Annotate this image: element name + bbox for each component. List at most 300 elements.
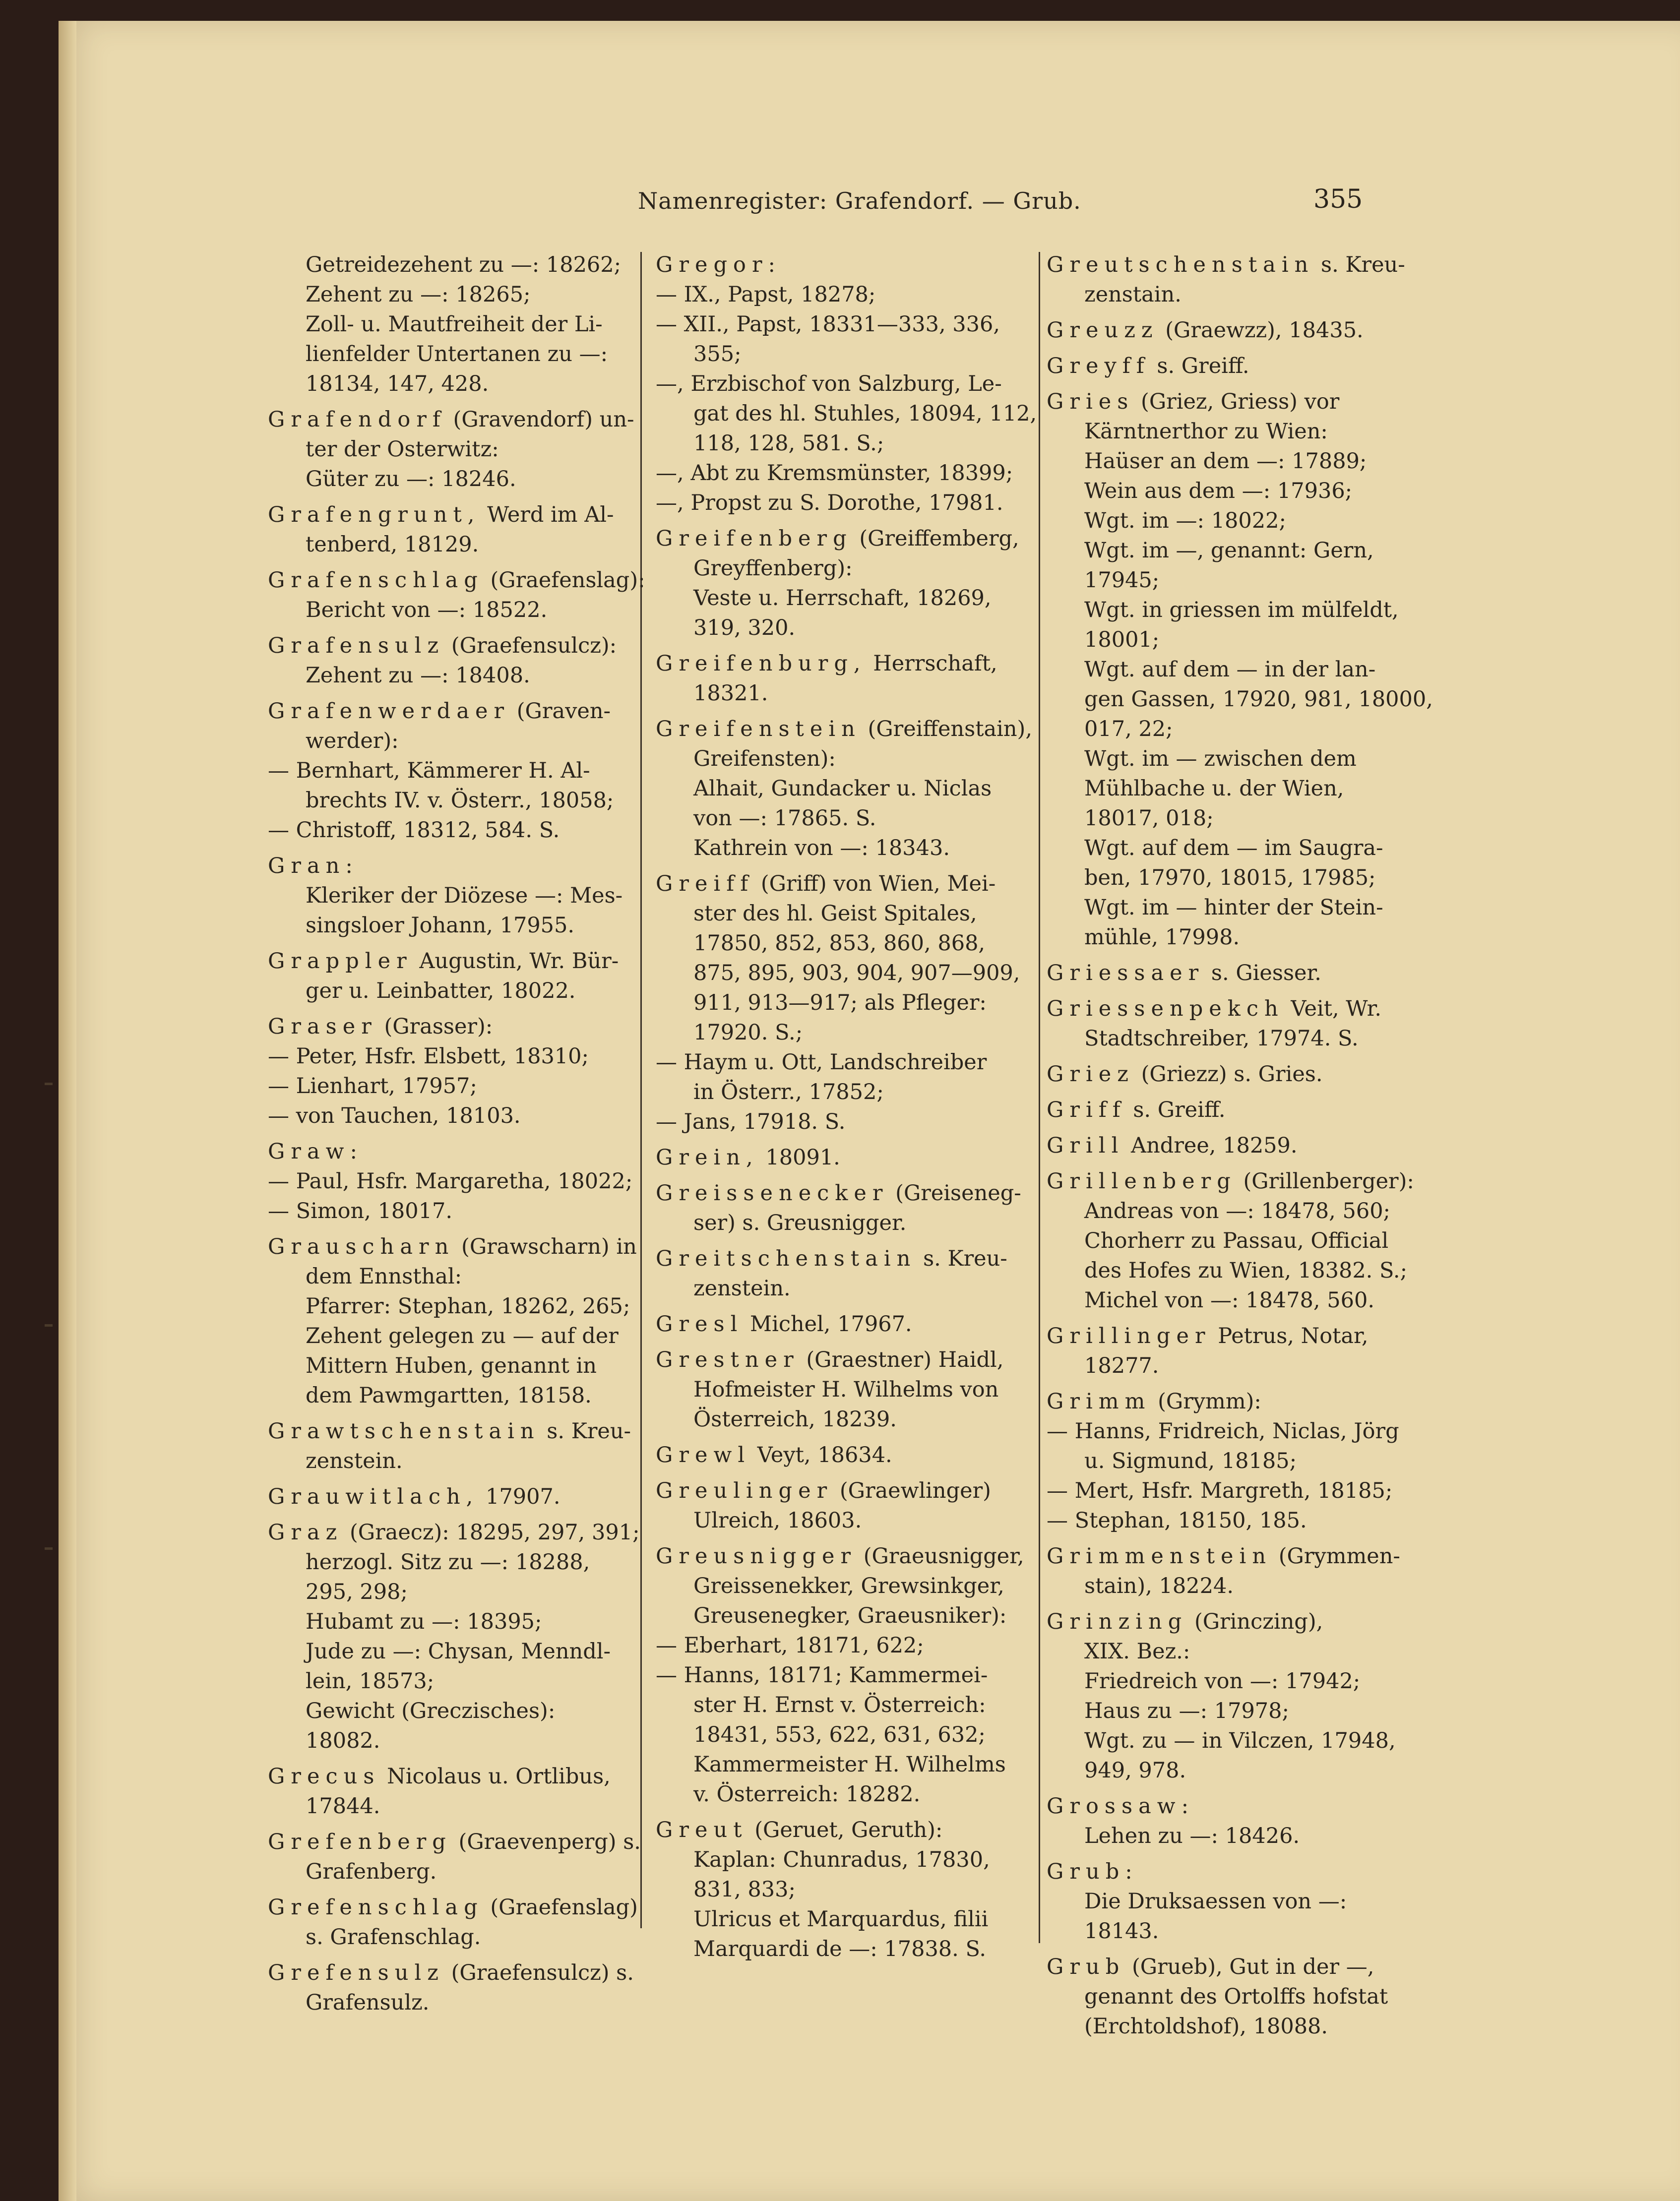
- entry-text: (Greiseneg-: [888, 1181, 1021, 1206]
- margin-mark: [45, 1083, 53, 1085]
- entry-text: Werd im Al-: [480, 502, 614, 527]
- index-entry: [656, 1309, 1013, 1339]
- entry-line: Hofmeister H. Wilhelms von: [693, 1377, 999, 1402]
- entry-name: Grauwitlach,: [268, 1484, 479, 1509]
- entry-name: Grefenschlag: [268, 1895, 484, 1920]
- entry-line: Veste u. Herrschaft, 18269,: [693, 586, 992, 611]
- entry-text: (Graewzz), 18435.: [1158, 318, 1364, 343]
- entry-headword-line: [1047, 1791, 1404, 1821]
- entry-line: Greusenegker, Graeusniker):: [693, 1603, 1007, 1628]
- page-gutter: [59, 21, 76, 2201]
- index-entry: [656, 1815, 1013, 1964]
- entry-line: Gewicht (Greczisches):: [306, 1699, 556, 1723]
- index-entry: [1047, 1321, 1404, 1381]
- entry-name: Graz: [268, 1520, 343, 1545]
- entry-text: Veyt, 18634.: [750, 1443, 892, 1467]
- index-entry: [1047, 1607, 1404, 1785]
- entry-name: Grauscharn: [268, 1234, 455, 1259]
- entry-name: Grillinger: [1047, 1324, 1211, 1348]
- entry-text: Nicolaus u. Ortlibus,: [380, 1764, 611, 1789]
- entry-name: Grafenschlag: [268, 568, 484, 593]
- index-entry: [1047, 250, 1404, 309]
- entry-headword-line: [268, 946, 625, 976]
- entry-text: Andree, 18259.: [1124, 1133, 1298, 1158]
- entry-line: — IX., Papst, 18278;: [656, 282, 876, 307]
- column-rule: [640, 252, 642, 1928]
- header-title: Namenregister: Grafendorf. — Grub.: [638, 187, 1081, 214]
- entry-text: (Graewlinger): [833, 1478, 991, 1503]
- entry-line: ser) s. Greusnigger.: [693, 1211, 907, 1235]
- entry-line: Ulricus et Marquardus, filii: [693, 1907, 989, 1932]
- entry-headword-line: [656, 1476, 1013, 1506]
- entry-line: Güter zu —: 18246.: [306, 467, 516, 491]
- entry-name: Greiff: [656, 871, 754, 896]
- entry-line: Andreas von —: 18478, 560;: [1084, 1199, 1391, 1223]
- entry-text: s. Kreu-: [916, 1246, 1007, 1271]
- entry-line: 18143.: [1084, 1919, 1159, 1944]
- entry-line: Wgt. im —: 18022;: [1084, 508, 1286, 533]
- index-entry: [656, 1440, 1013, 1470]
- entry-name: Greifenberg: [656, 526, 853, 551]
- entry-line: — Stephan, 18150, 185.: [1047, 1508, 1307, 1533]
- entry-headword-line: [1047, 1059, 1404, 1089]
- entry-text: (Grawscharn) in: [454, 1234, 637, 1259]
- index-entry: [1047, 1131, 1404, 1161]
- entry-line: 18277.: [1084, 1353, 1159, 1378]
- entry-name: Grub:: [1047, 1859, 1138, 1884]
- entry-name: Gries: [1047, 389, 1134, 414]
- entry-headword-line: [268, 1012, 625, 1041]
- entry-line: brechts IV. v. Österr., 18058;: [306, 788, 614, 813]
- index-entry: [656, 1244, 1013, 1303]
- entry-headword-line: [1047, 958, 1404, 988]
- entry-text: (Grinczing),: [1187, 1609, 1323, 1634]
- entry-name: Grafendorf: [268, 407, 446, 432]
- entry-headword-line: [268, 500, 625, 530]
- entry-line: Zehent zu —: 18408.: [306, 663, 530, 688]
- index-entry: [268, 1518, 640, 1756]
- entry-name: Grafengrunt,: [268, 502, 481, 527]
- entry-text: (Graven-: [510, 699, 611, 724]
- entry-line: 355;: [693, 342, 742, 367]
- index-entry: [1047, 1059, 1404, 1089]
- entry-line: — Mert, Hsfr. Margreth, 18185;: [1047, 1478, 1393, 1503]
- entry-line: tenberd, 18129.: [306, 532, 479, 557]
- entry-line: Pfarrer: Stephan, 18262, 265;: [306, 1294, 630, 1319]
- entry-headword-line: [656, 649, 1013, 678]
- entry-line: Wgt. im —, genannt: Gern,: [1084, 538, 1374, 563]
- index-entry: [268, 696, 625, 845]
- entry-headword-line: [1047, 1952, 1404, 1982]
- index-column-3: [1047, 250, 1433, 2039]
- entry-line: von —: 17865. S.: [693, 806, 876, 831]
- entry-name: Griessaer: [1047, 961, 1205, 985]
- entry-name: Griff: [1047, 1098, 1126, 1122]
- entry-headword-line: [1047, 1387, 1404, 1416]
- index-entry: [656, 524, 1019, 643]
- entry-headword-line: [1047, 387, 1404, 417]
- index-entry: [1047, 994, 1404, 1053]
- entry-line: XIX. Bez.:: [1084, 1639, 1190, 1664]
- entry-text: Michel, 17967.: [743, 1312, 912, 1337]
- entry-name: Grimmenstein: [1047, 1544, 1272, 1569]
- entry-headword-line: [656, 1440, 1013, 1470]
- entry-text: (Graevenperg) s.: [451, 1830, 641, 1854]
- entry-text: (Grymmen-: [1272, 1544, 1400, 1569]
- entry-headword-line: [1047, 1321, 1404, 1351]
- entry-name: Grub: [1047, 1955, 1125, 1979]
- entry-headword-line: [656, 714, 1033, 744]
- entry-headword-line: [656, 524, 1019, 553]
- column-rule: [1039, 252, 1040, 1943]
- index-entry: [268, 1232, 637, 1410]
- index-entry: [1047, 1387, 1404, 1535]
- entry-headword-line: [268, 631, 625, 661]
- entry-line: Zehent gelegen zu — auf der: [306, 1324, 619, 1348]
- index-entry: [1047, 1541, 1404, 1601]
- entry-name: Grappler: [268, 949, 413, 974]
- entry-text: Augustin, Wr. Bür-: [412, 949, 619, 974]
- entry-name: Greut: [656, 1818, 748, 1842]
- entry-line: Hubamt zu —: 18395;: [306, 1609, 542, 1634]
- entry-line: — Lienhart, 17957;: [268, 1074, 477, 1099]
- entry-line: Jude zu —: Chysan, Menndl-: [306, 1639, 611, 1664]
- index-entry: [1047, 387, 1433, 952]
- entry-headword-line: [656, 1143, 1013, 1172]
- entry-text: s. Kreu-: [1314, 252, 1405, 277]
- entry-text: (Graefensulcz):: [444, 633, 617, 658]
- entry-text: s. Greiff.: [1126, 1098, 1226, 1122]
- entry-headword-line: [656, 1541, 1024, 1571]
- entry-line: mühle, 17998.: [1084, 925, 1240, 950]
- entry-text: s. Giesser.: [1204, 961, 1321, 985]
- index-entry: [268, 851, 625, 940]
- entry-name: Greutschenstain: [1047, 252, 1314, 277]
- entry-line: Kaplan: Chunradus, 17830,: [693, 1847, 990, 1872]
- entry-line: Grafensulz.: [306, 1990, 430, 2015]
- entry-text: (Graefenslag):: [483, 568, 645, 593]
- entry-line: 319, 320.: [693, 615, 796, 640]
- entry-headword-line: [268, 565, 645, 595]
- entry-name: Grefenberg: [268, 1830, 452, 1854]
- entry-text: (Graestner) Haidl,: [799, 1347, 1004, 1372]
- entry-text: (Graeusnigger,: [857, 1544, 1024, 1569]
- entry-text: Herrschaft,: [866, 651, 997, 676]
- entry-line: 17920. S.;: [693, 1020, 803, 1045]
- entry-headword-line: [656, 1815, 1013, 1845]
- entry-line: Wgt. im — zwischen dem: [1084, 746, 1357, 771]
- entry-name: Grinzing: [1047, 1609, 1188, 1634]
- entry-line: —, Abt zu Kremsmünster, 18399;: [656, 461, 1013, 486]
- entry-headword-line: [1047, 1166, 1414, 1196]
- entry-line: 295, 298;: [306, 1580, 408, 1604]
- entry-line: stain), 18224.: [1084, 1574, 1234, 1598]
- entry-line: Zoll- u. Mautfreiheit der Li-: [306, 312, 603, 337]
- index-entry: [1047, 351, 1404, 381]
- entry-text: 17907.: [479, 1484, 560, 1509]
- entry-line: Die Druksaessen von —:: [1084, 1889, 1347, 1914]
- entry-name: Griessenpekch: [1047, 996, 1284, 1021]
- entry-name: Grefensulz: [268, 1960, 444, 1985]
- entry-line: 017, 22;: [1084, 717, 1173, 741]
- margin-mark: [45, 1547, 53, 1550]
- index-entry: [268, 1482, 625, 1512]
- entry-line: 875, 895, 903, 904, 907—909,: [693, 961, 1020, 985]
- entry-line: ger u. Leinbatter, 18022.: [306, 978, 576, 1003]
- entry-line: — von Tauchen, 18103.: [268, 1103, 521, 1128]
- entry-line: Wein aus dem —: 17936;: [1084, 479, 1353, 503]
- entry-name: Greitschenstain: [656, 1246, 917, 1271]
- entry-line: Haüser an dem —: 17889;: [1084, 449, 1367, 474]
- entry-line: u. Sigmund, 18185;: [1084, 1449, 1297, 1473]
- entry-line: — Simon, 18017.: [268, 1199, 453, 1223]
- entry-headword-line: [268, 1137, 625, 1166]
- entry-headword-line: [1047, 250, 1404, 280]
- entry-line: — Eberhart, 18171, 622;: [656, 1633, 924, 1658]
- entry-name: Greusnigger: [656, 1544, 857, 1569]
- entry-line: ster des hl. Geist Spitales,: [693, 901, 977, 926]
- entry-line: 18321.: [693, 681, 768, 706]
- entry-text: (Grueb), Gut in der —,: [1125, 1955, 1374, 1979]
- entry-line: —, Erzbischof von Salzburg, Le-: [656, 371, 1002, 396]
- index-entry: [656, 649, 1013, 708]
- entry-headword-line: [656, 1244, 1013, 1274]
- entry-line: Friedreich von —: 17942;: [1084, 1669, 1361, 1694]
- entry-line: — Christoff, 18312, 584. S.: [268, 818, 560, 843]
- entry-headword-line: [1047, 1541, 1404, 1571]
- running-header: [638, 184, 1382, 227]
- index-entry: [1047, 1952, 1404, 2041]
- entry-line: — Hanns, Fridreich, Niclas, Jörg: [1047, 1419, 1399, 1444]
- entry-text: (Griezz) s. Gries.: [1134, 1062, 1323, 1087]
- index-entry: [656, 869, 1020, 1137]
- entry-text: 18091.: [758, 1145, 840, 1170]
- index-entry: [1047, 1095, 1404, 1125]
- entry-name: Grill: [1047, 1133, 1124, 1158]
- entry-headword-line: [1047, 315, 1404, 345]
- entry-headword-line: [1047, 1095, 1404, 1125]
- entry-line: Greissenekker, Grewsinkger,: [693, 1574, 1004, 1598]
- entry-name: Greyff: [1047, 354, 1150, 378]
- entry-line: 18134, 147, 428.: [306, 371, 489, 396]
- entry-headword-line: [268, 1482, 625, 1512]
- entry-name: Greifenburg,: [656, 651, 867, 676]
- index-column-2: [656, 250, 1037, 1961]
- index-entry: [656, 1143, 1013, 1172]
- index-entry: [656, 1476, 1013, 1535]
- margin-mark: [45, 1324, 53, 1327]
- entry-text: (Graefenslag): [483, 1895, 638, 1920]
- entry-headword-line: [656, 1178, 1021, 1208]
- entry-name: Grossaw:: [1047, 1794, 1195, 1819]
- entry-text: s. Greiff.: [1150, 354, 1249, 378]
- entry-name: Graw:: [268, 1139, 364, 1164]
- entry-line: Wgt. auf dem — in der lan-: [1084, 657, 1376, 682]
- entry-name: Greissenecker: [656, 1181, 889, 1206]
- entry-name: Greifenstein: [656, 717, 861, 741]
- entry-line: Chorherr zu Passau, Official: [1084, 1228, 1389, 1253]
- entry-text: (Greiffenstain),: [861, 717, 1033, 741]
- entry-line: 17945;: [1084, 568, 1160, 593]
- entry-line: — Jans, 17918. S.: [656, 1109, 846, 1134]
- entry-name: Greuzz: [1047, 318, 1159, 343]
- entry-line: Greifensten):: [693, 746, 836, 771]
- entry-line: ben, 17970, 18015, 17985;: [1084, 865, 1376, 890]
- entry-line: Kammermeister H. Wilhelms: [693, 1752, 1006, 1777]
- entry-headword-line: [656, 1345, 1013, 1375]
- entry-headword-line: [1047, 351, 1404, 381]
- entry-line: dem Pawmgartten, 18158.: [306, 1383, 592, 1408]
- entry-name: Grafenwerdaer: [268, 699, 510, 724]
- index-entry: [268, 565, 645, 625]
- entry-line: lein, 18573;: [306, 1669, 435, 1694]
- entry-name: Gregor:: [656, 252, 782, 277]
- entry-headword-line: [268, 1893, 638, 1922]
- entry-text: (Geruet, Geruth):: [747, 1818, 943, 1842]
- entry-headword-line: [268, 851, 625, 881]
- entry-name: Graser: [268, 1014, 377, 1039]
- index-entry: [268, 1416, 631, 1476]
- entry-headword-line: [656, 250, 1013, 280]
- entry-line: Mittern Huben, genannt in: [306, 1353, 597, 1378]
- entry-text: (Grymm):: [1151, 1389, 1261, 1414]
- index-entry: [268, 946, 625, 1006]
- entry-line: Michel von —: 18478, 560.: [1084, 1288, 1374, 1313]
- entry-line: werder):: [306, 729, 399, 753]
- entry-name: Grafensulz: [268, 633, 445, 658]
- entry-line: Grafenberg.: [306, 1859, 437, 1884]
- entry-text: (Greiffemberg,: [852, 526, 1019, 551]
- index-entry: [268, 250, 625, 399]
- index-entry: [1047, 315, 1404, 345]
- entry-line: — Peter, Hsfr. Elsbett, 18310;: [268, 1044, 589, 1069]
- index-entry: [268, 1762, 625, 1821]
- entry-headword-line: [268, 1416, 631, 1446]
- entry-line: ster H. Ernst v. Österreich:: [693, 1693, 986, 1717]
- entry-name: Gran:: [268, 854, 359, 878]
- entry-line: in Österr., 17852;: [693, 1080, 884, 1104]
- entry-line: —, Propst zu S. Dorothe, 17981.: [656, 490, 1003, 515]
- entry-line: 18001;: [1084, 627, 1160, 652]
- entry-headword-line: [656, 1309, 1013, 1339]
- entry-text: (Grillenberger):: [1236, 1169, 1414, 1194]
- index-entry: [268, 405, 634, 494]
- entry-line: Wgt. in griessen im mülfeldt,: [1084, 598, 1399, 622]
- entry-line: herzogl. Sitz zu —: 18288,: [306, 1550, 590, 1575]
- page-number: 355: [1313, 184, 1363, 214]
- entry-line: gen Gassen, 17920, 981, 18000,: [1084, 687, 1433, 712]
- entry-line: s. Grafenschlag.: [306, 1925, 481, 1950]
- entry-text: Petrus, Notar,: [1211, 1324, 1369, 1348]
- entry-line: Zehent zu —: 18265;: [306, 282, 531, 307]
- entry-line: zenstein.: [306, 1449, 403, 1473]
- entry-line: zenstain.: [1084, 282, 1182, 307]
- entry-line: zenstein.: [693, 1276, 791, 1301]
- index-entry: [268, 1012, 625, 1131]
- entry-line: Wgt. im — hinter der Stein-: [1084, 895, 1383, 920]
- entry-headword-line: [268, 1232, 637, 1262]
- entry-text: (Grasser):: [377, 1014, 493, 1039]
- entry-headword-line: [1047, 994, 1404, 1024]
- entry-line: dem Ennsthal:: [306, 1264, 462, 1289]
- entry-name: Griez: [1047, 1062, 1134, 1087]
- entry-line: Kathrein von —: 18343.: [693, 836, 950, 860]
- entry-line: 118, 128, 581. S.;: [693, 431, 884, 456]
- entry-line: 18431, 553, 622, 631, 632;: [693, 1722, 986, 1747]
- entry-line: Haus zu —: 17978;: [1084, 1699, 1290, 1723]
- entry-line: — Paul, Hsfr. Margaretha, 18022;: [268, 1169, 633, 1194]
- entry-line: 17844.: [306, 1794, 380, 1819]
- index-entry: [656, 250, 1037, 518]
- entry-line: 831, 833;: [693, 1877, 796, 1902]
- entry-line: 18017, 018;: [1084, 806, 1214, 831]
- entry-line: singsloer Johann, 17955.: [306, 913, 575, 938]
- index-entry: [268, 1893, 638, 1952]
- entry-name: Grillenberg: [1047, 1169, 1237, 1194]
- entry-line: Greyffenberg):: [693, 556, 853, 581]
- entry-headword-line: [268, 1762, 625, 1791]
- entry-headword-line: [268, 696, 625, 726]
- entry-name: Grein,: [656, 1145, 759, 1170]
- index-entry: [1047, 958, 1404, 988]
- entry-line: Wgt. zu — in Vilczen, 17948,: [1084, 1728, 1396, 1753]
- entry-headword-line: [1047, 1131, 1404, 1161]
- entry-line: Bericht von —: 18522.: [306, 598, 548, 622]
- entry-line: Marquardi de —: 17838. S.: [693, 1937, 987, 1961]
- index-entry: [268, 1827, 641, 1887]
- entry-line: — Haym u. Ott, Landschreiber: [656, 1050, 987, 1075]
- entry-line: lienfelder Untertanen zu —:: [306, 342, 608, 367]
- entry-line: ter der Osterwitz:: [306, 437, 499, 462]
- entry-line: Österreich, 18239.: [693, 1407, 897, 1432]
- entry-name: Grestner: [656, 1347, 800, 1372]
- index-entry: [268, 1958, 634, 2018]
- index-entry: [1047, 1791, 1404, 1851]
- index-entry: [1047, 1166, 1414, 1315]
- entry-headword-line: [1047, 1607, 1404, 1637]
- entry-line: — Hanns, 18171; Kammermei-: [656, 1663, 988, 1688]
- entry-line: Alhait, Gundacker u. Niclas: [693, 776, 992, 801]
- entry-line: Kleriker der Diözese —: Mes-: [306, 883, 623, 908]
- index-entry: [268, 631, 625, 690]
- index-entry: [1047, 1857, 1404, 1946]
- index-entry: [656, 1541, 1024, 1809]
- entry-line: 911, 913—917; als Pfleger:: [693, 990, 987, 1015]
- entry-name: Gresl: [656, 1312, 744, 1337]
- entry-text: (Griff) von Wien, Mei-: [754, 871, 996, 896]
- index-entry: [268, 1137, 633, 1226]
- entry-line: 17850, 852, 853, 860, 868,: [693, 931, 986, 956]
- entry-line: — Bernhart, Kämmerer H. Al-: [268, 758, 590, 783]
- entry-line: Getreidezehent zu —: 18262;: [306, 252, 622, 277]
- entry-name: Grimm: [1047, 1389, 1151, 1414]
- entry-line: des Hofes zu Wien, 18382. S.;: [1084, 1258, 1408, 1283]
- entry-headword-line: [268, 1518, 640, 1547]
- index-entry: [268, 500, 625, 559]
- entry-line: 18082.: [306, 1728, 380, 1753]
- entry-line: 949, 978.: [1084, 1758, 1186, 1783]
- entry-line: genannt des Ortolffs hofstat: [1084, 1984, 1388, 2009]
- index-entry: [656, 714, 1033, 863]
- entry-line: Mühlbache u. der Wien,: [1084, 776, 1344, 801]
- entry-line: Kärntnerthor zu Wien:: [1084, 419, 1328, 444]
- entry-line: Lehen zu —: 18426.: [1084, 1824, 1300, 1848]
- entry-headword-line: [1047, 1857, 1404, 1887]
- entry-line: Stadtschreiber, 17974. S.: [1084, 1026, 1359, 1051]
- entry-text: (Graecz): 18295, 297, 391;: [343, 1520, 640, 1545]
- entry-text: Veit, Wr.: [1284, 996, 1382, 1021]
- entry-line: Wgt. auf dem — im Saugra-: [1084, 836, 1383, 860]
